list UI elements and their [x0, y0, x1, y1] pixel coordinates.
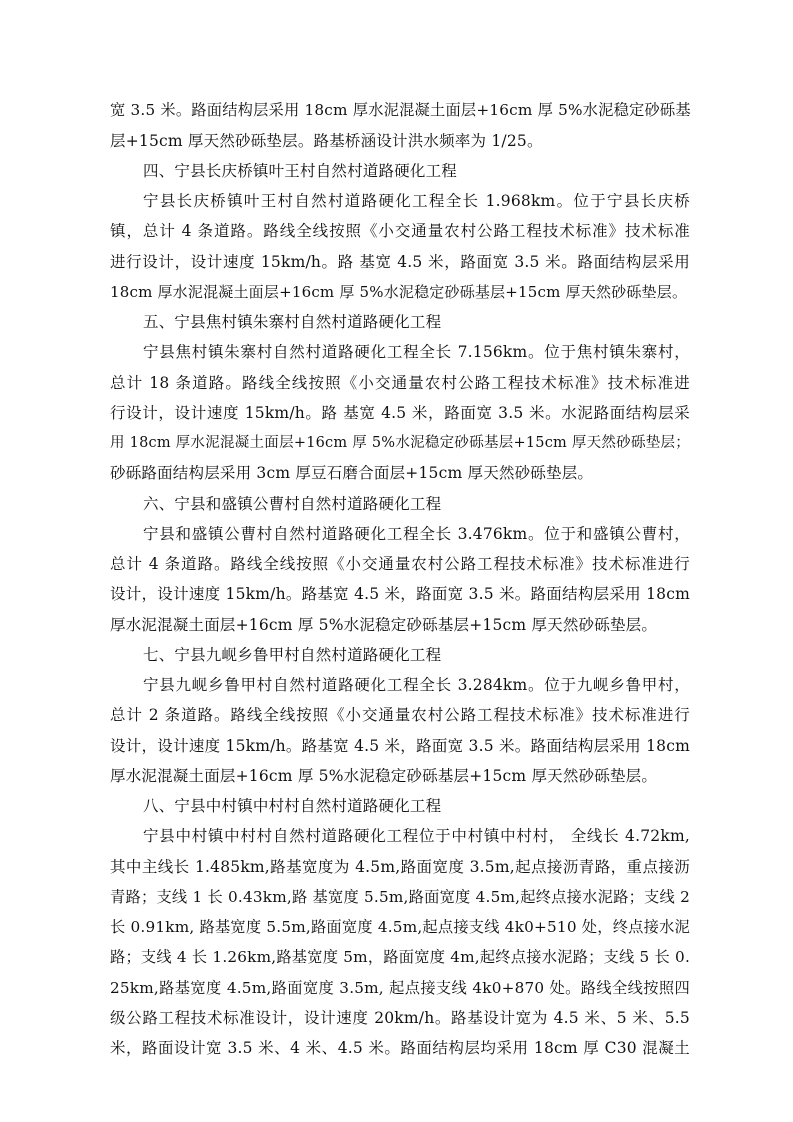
text-line: 行设计，设计速度 15km/h。路 基宽 4.5 米，路面宽 3.5 米。水泥路面结构层采 [110, 404, 690, 422]
text-line: 镇，总计 4 条道路。路线全线按照《小交通量农村公路工程技术标准》技术标准 [110, 222, 690, 240]
text-line: 宽 3.5 米。路面结构层采用 18cm 厚水泥混凝土面层+16cm 厚 5%水泥稳定砂砾基 [110, 101, 691, 119]
text-line: 18cm 厚水泥混凝土面层+16cm 厚 5%水泥稳定砂砾基层+15cm 厚天然砂砾垫层。 [110, 283, 688, 301]
text-line: 宁县和盛镇公曹村自然村道路硬化工程全长 3.476km。位于和盛镇公曹村， [143, 525, 690, 543]
text-line: 米，路面设计宽 3.5 米、4 米、4.5 米。路面结构层均采用 18cm 厚 C30 混凝土 [110, 1039, 690, 1057]
text-line: 宁县中村镇中村村自然村道路硬化工程位于中村镇中村村， 全线长 4.72km, [143, 827, 690, 845]
text-line: 路；支线 4 长 1.26km,路基宽度 5m，路面宽度 4m,起终点接水泥路；支线 5 长 0. [110, 948, 690, 966]
text-line: 层+15cm 厚天然砂砾垫层。路基桥涵设计洪水频率为 1/25。 [110, 132, 543, 150]
text-line: 宁县焦村镇朱寨村自然村道路硬化工程全长 7.156km。位于焦村镇朱寨村， [143, 343, 690, 361]
text-line: 进行设计，设计速度 15km/h。路 基宽 4.5 米，路面宽 3.5 米。路面结构层采用 [110, 253, 690, 271]
section-heading: 五、宁县焦村镇朱寨村自然村道路硬化工程 [143, 313, 442, 331]
text-line: 青路；支线 1 长 0.43km,路 基宽度 5.5m,路面宽度 4.5m,起终点接水泥路；支线 2 [110, 888, 690, 906]
text-line: 总计 4 条道路。路线全线按照《小交通量农村公路工程技术标准》技术标准进行 [110, 555, 690, 573]
section-heading: 六、宁县和盛镇公曹村自然村道路硬化工程 [143, 495, 442, 513]
section-heading: 八、宁县中村镇中村村自然村道路硬化工程 [143, 797, 442, 815]
text-line: 其中主线长 1.485km,路基宽度为 4.5m,路面宽度 3.5m,起点接沥青路，重点接沥 [110, 858, 690, 876]
section-heading: 四、宁县长庆桥镇叶王村自然村道路硬化工程 [143, 162, 458, 180]
text-line: 总计 18 条道路。路线全线按照《小交通量农村公路工程技术标准》技术标准进 [110, 374, 690, 392]
text-line: 级公路工程技术标准设计，设计速度 20km/h。路基设计宽为 4.5 米、5 米、5.5 [110, 1009, 690, 1027]
text-line: 长 0.91km, 路基宽度 5.5m,路面宽度 4.5m,起点接支线 4k0+510 处，终点接水泥 [110, 918, 690, 936]
text-line: 用 18cm 厚水泥混凝土面层+16cm 厚 5%水泥稳定砂砾基层+15cm 厚天然砂砾垫层； [110, 435, 690, 451]
text-line: 设计，设计速度 15km/h。路基宽 4.5 米，路面宽 3.5 米。路面结构层采用 18cm [110, 737, 690, 755]
text-line: 厚水泥混凝土面层+16cm 厚 5%水泥稳定砂砾基层+15cm 厚天然砂砾垫层。 [110, 767, 658, 785]
text-line: 宁县长庆桥镇叶王村自然村道路硬化工程全长 1.968km。位于宁县长庆桥 [143, 192, 690, 210]
text-line: 25km,路基宽度 4.5m,路面宽度 3.5m, 起点接支线 4k0+870 处。路线全线按照四 [110, 979, 690, 997]
text-line: 总计 2 条道路。路线全线按照《小交通量农村公路工程技术标准》技术标准进行 [110, 706, 690, 724]
section-heading: 七、宁县九岘乡鲁甲村自然村道路硬化工程 [143, 646, 442, 664]
text-line: 设计，设计速度 15km/h。路基宽 4.5 米，路面宽 3.5 米。路面结构层采用 18cm [110, 585, 690, 603]
text-line: 砂砾路面结构层采用 3cm 厚豆石磨合面层+15cm 厚天然砂砾垫层。 [110, 464, 594, 482]
text-line: 厚水泥混凝土面层+16cm 厚 5%水泥稳定砂砾基层+15cm 厚天然砂砾垫层。 [110, 616, 658, 634]
text-line: 宁县九岘乡鲁甲村自然村道路硬化工程全长 3.284km。位于九岘乡鲁甲村， [143, 676, 690, 694]
